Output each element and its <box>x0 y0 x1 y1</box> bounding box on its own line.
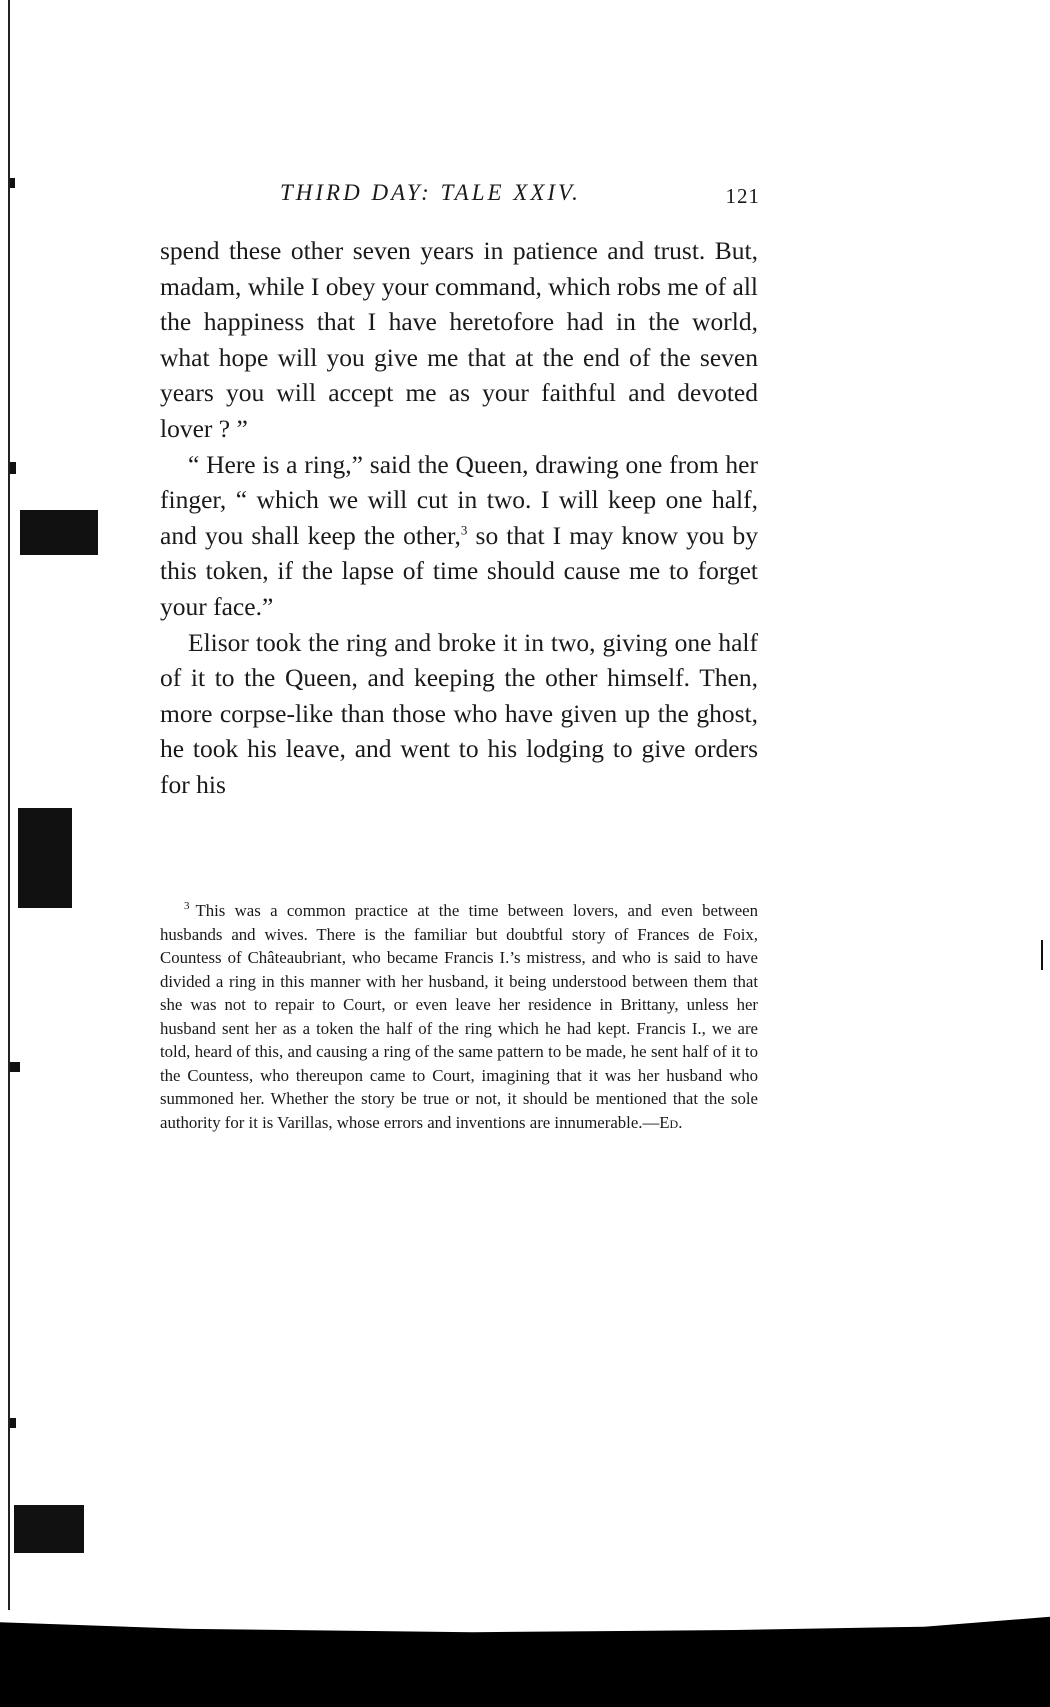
paragraph <box>160 447 758 625</box>
scan-mark <box>20 510 98 555</box>
footnote <box>160 899 758 1134</box>
binding-edge <box>8 0 10 1610</box>
scan-mark <box>10 178 15 188</box>
paragraph-text: so that I may know you by this token, if the lapse of time should cause me to forget your face.” <box>160 520 758 621</box>
running-head: THIRD DAY: TALE XXIV. <box>280 180 581 205</box>
scan-mark <box>1041 940 1043 970</box>
scan-mark <box>10 462 16 474</box>
page-number: 121 <box>725 184 760 208</box>
editor-signature: Ed. <box>659 1112 683 1132</box>
paragraph-text: “ Here is a ring,” said the Queen, drawing one from her finger, “ which we will cut in two. I will keep one half, and you shall keep the other, <box>160 449 758 550</box>
footnote-paragraph <box>160 899 758 1134</box>
scan-mark <box>14 1505 84 1553</box>
paragraph: Elisor took the ring and broke it in two, giving one half of it to the Queen, and keeping the other himself. Then, more corpse-like than those who have given up the ghost, he took his leave, and went to his lodging to give orders for his <box>160 627 758 799</box>
scan-mark <box>18 808 72 908</box>
paragraph: spend these other seven years in patience and trust. But, madam, while I obey your command, which robs me of all the happiness that I have heretofore had in the world, what hope will you give me that at the end of the seven years you will accept me as your faithful and devoted lover ? ” <box>160 236 758 443</box>
scan-mark <box>10 1062 20 1072</box>
footnote-text: This was a common practice at the time between lovers, and even between husbands and wives. There is the familiar but doubtful story of Frances de Foix, Countess of Châteaubriant, who became Francis I.’s mistress, and who is said to have divided a ring in this manner with her husband, it being understood between them that she was not to repair to Court, or even leave her residence in Brittany, unless her husband sent her as a token the half of the ring which he had kept. Francis I., we are told, heard of this, and causing a ring of the same pattern to be made, he sent half of it to the Countess, who thereupon came to Court, imagining that it was her husband who summoned her. Whether the story be true or not, it should be mentioned that the sole authority for it is Varillas, whose errors and inventions are innumerable.— <box>160 901 758 1132</box>
page-header <box>160 180 760 220</box>
scan-shadow <box>0 1597 1050 1707</box>
body-text <box>160 233 758 803</box>
footnote-reference: 3 <box>460 522 468 538</box>
footnote-mark: 3 <box>184 900 190 913</box>
scan-mark <box>10 1418 16 1428</box>
